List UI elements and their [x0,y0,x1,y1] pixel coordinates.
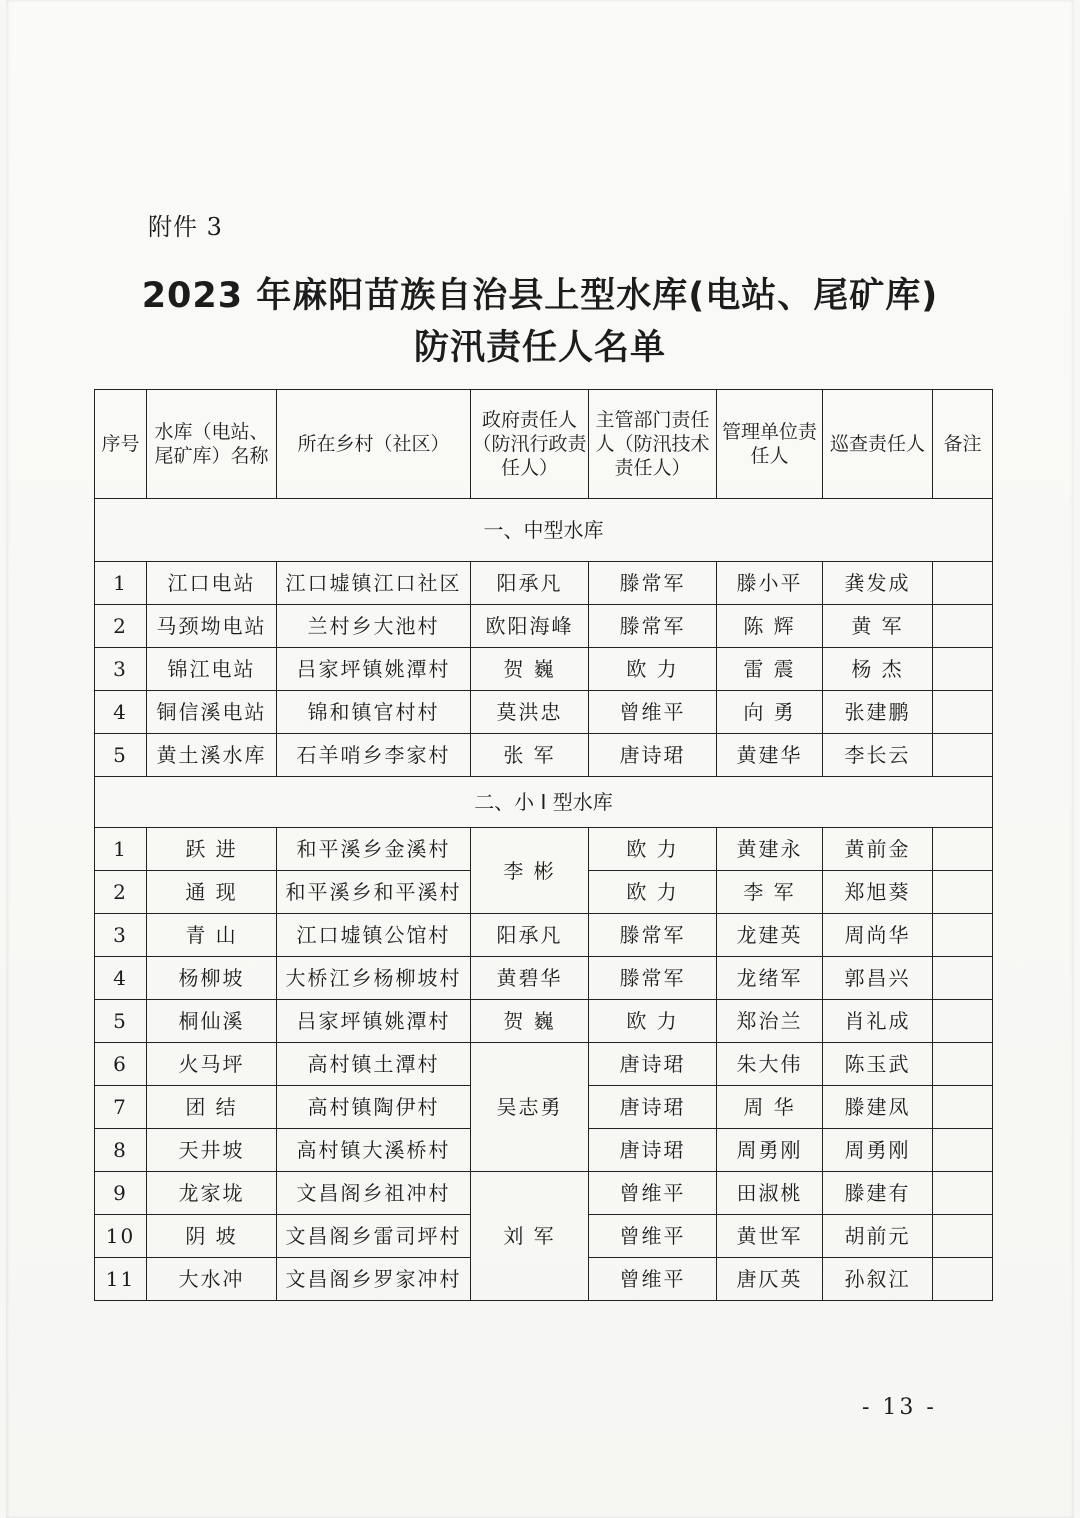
cell-reservoir-name: 通 现 [147,871,277,914]
table-row [95,1043,993,1086]
cell-government-responsible: 黄碧华 [471,957,589,1000]
cell-patrol: 滕建凤 [823,1086,933,1129]
cell-department-responsible: 曾维平 [589,1258,717,1301]
cell-patrol: 周勇刚 [823,1129,933,1172]
table-row [95,734,993,777]
header-department-responsible: 主管部门责任人（防汛技术责任人） [589,390,717,499]
cell-patrol: 黄前金 [823,828,933,871]
table-row [95,828,993,871]
table-row [95,605,993,648]
cell-department-responsible: 曾维平 [589,1215,717,1258]
cell-location: 文昌阁乡罗家冲村 [277,1258,471,1301]
cell-government-responsible: 贺 巍 [471,1000,589,1043]
cell-no: 3 [95,914,147,957]
cell-location: 吕家坪镇姚潭村 [277,648,471,691]
responsibility-table [94,389,993,1301]
cell-remark [933,1000,993,1043]
cell-no: 1 [95,828,147,871]
cell-reservoir-name: 龙家垅 [147,1172,277,1215]
cell-management-unit: 向 勇 [717,691,823,734]
cell-patrol: 李长云 [823,734,933,777]
cell-no: 2 [95,605,147,648]
table-row [95,1172,993,1215]
cell-no: 5 [95,734,147,777]
cell-reservoir-name: 大水冲 [147,1258,277,1301]
cell-remark [933,1129,993,1172]
cell-no: 4 [95,691,147,734]
cell-remark [933,1086,993,1129]
cell-patrol: 郑旭葵 [823,871,933,914]
cell-no: 11 [95,1258,147,1301]
cell-no: 9 [95,1172,147,1215]
cell-remark [933,562,993,605]
cell-location: 文昌阁乡祖冲村 [277,1172,471,1215]
cell-government-responsible: 莫洪忠 [471,691,589,734]
table-row [95,957,993,1000]
cell-location: 高村镇陶伊村 [277,1086,471,1129]
cell-management-unit: 滕小平 [717,562,823,605]
cell-department-responsible: 唐诗珺 [589,1043,717,1086]
cell-reservoir-name: 杨柳坡 [147,957,277,1000]
cell-remark [933,871,993,914]
cell-patrol: 黄 军 [823,605,933,648]
cell-patrol: 肖礼成 [823,1000,933,1043]
header-remark: 备注 [933,390,993,499]
cell-no: 4 [95,957,147,1000]
cell-reservoir-name: 团 结 [147,1086,277,1129]
cell-department-responsible: 滕常军 [589,914,717,957]
cell-reservoir-name: 天井坡 [147,1129,277,1172]
cell-government-responsible: 吴志勇 [471,1043,589,1172]
cell-no: 5 [95,1000,147,1043]
cell-management-unit: 周 华 [717,1086,823,1129]
section-row [95,777,993,828]
cell-no: 10 [95,1215,147,1258]
cell-remark [933,828,993,871]
cell-government-responsible: 阳承凡 [471,562,589,605]
table-body [95,499,993,1301]
cell-government-responsible: 欧阳海峰 [471,605,589,648]
cell-remark [933,734,993,777]
cell-remark [933,691,993,734]
cell-department-responsible: 滕常军 [589,562,717,605]
cell-management-unit: 龙建英 [717,914,823,957]
cell-location: 大桥江乡杨柳坡村 [277,957,471,1000]
table-row [95,562,993,605]
cell-remark [933,648,993,691]
attachment-label: 附件 3 [148,213,223,241]
cell-location: 兰村乡大池村 [277,605,471,648]
cell-management-unit: 雷 震 [717,648,823,691]
cell-location: 和平溪乡和平溪村 [277,871,471,914]
cell-management-unit: 唐仄英 [717,1258,823,1301]
table-row [95,648,993,691]
cell-no: 6 [95,1043,147,1086]
cell-management-unit: 田淑桃 [717,1172,823,1215]
cell-location: 和平溪乡金溪村 [277,828,471,871]
cell-department-responsible: 欧 力 [589,648,717,691]
cell-department-responsible: 欧 力 [589,871,717,914]
section-row [95,499,993,562]
cell-remark [933,957,993,1000]
cell-department-responsible: 欧 力 [589,828,717,871]
cell-location: 高村镇大溪桥村 [277,1129,471,1172]
cell-department-responsible: 滕常军 [589,605,717,648]
cell-management-unit: 龙绪军 [717,957,823,1000]
cell-reservoir-name: 马颈坳电站 [147,605,277,648]
cell-patrol: 陈玉武 [823,1043,933,1086]
cell-no: 1 [95,562,147,605]
cell-location: 石羊哨乡李家村 [277,734,471,777]
header-no: 序号 [95,390,147,499]
cell-no: 3 [95,648,147,691]
cell-location: 吕家坪镇姚潭村 [277,1000,471,1043]
cell-reservoir-name: 锦江电站 [147,648,277,691]
header-location: 所在乡村（社区） [277,390,471,499]
section-title: 一、中型水库 [95,499,993,562]
header-patrol: 巡查责任人 [823,390,933,499]
cell-remark [933,605,993,648]
cell-management-unit: 黄建永 [717,828,823,871]
cell-management-unit: 黄建华 [717,734,823,777]
cell-department-responsible: 唐诗珺 [589,1086,717,1129]
header-reservoir-name: 水库（电站、尾矿库）名称 [147,390,277,499]
cell-department-responsible: 滕常军 [589,957,717,1000]
cell-remark [933,1258,993,1301]
cell-government-responsible: 阳承凡 [471,914,589,957]
cell-reservoir-name: 青 山 [147,914,277,957]
cell-patrol: 周尚华 [823,914,933,957]
cell-reservoir-name: 跃 进 [147,828,277,871]
cell-remark [933,1043,993,1086]
page-number: - 13 - [862,1395,937,1420]
cell-location: 江口墟镇江口社区 [277,562,471,605]
cell-government-responsible: 刘 军 [471,1172,589,1301]
cell-department-responsible: 欧 力 [589,1000,717,1043]
header-management-unit: 管理单位责任人 [717,390,823,499]
table-row [95,691,993,734]
cell-patrol: 张建鹏 [823,691,933,734]
table-row [95,1000,993,1043]
cell-location: 高村镇土潭村 [277,1043,471,1086]
cell-no: 7 [95,1086,147,1129]
cell-patrol: 滕建有 [823,1172,933,1215]
cell-management-unit: 郑治兰 [717,1000,823,1043]
cell-management-unit: 朱大伟 [717,1043,823,1086]
cell-patrol: 孙叙江 [823,1258,933,1301]
cell-reservoir-name: 火马坪 [147,1043,277,1086]
document-title-line-2: 防汛责任人名单 [413,328,666,368]
cell-patrol: 杨 杰 [823,648,933,691]
cell-government-responsible: 张 军 [471,734,589,777]
cell-department-responsible: 唐诗珺 [589,1129,717,1172]
cell-reservoir-name: 铜信溪电站 [147,691,277,734]
cell-patrol: 胡前元 [823,1215,933,1258]
cell-department-responsible: 曾维平 [589,1172,717,1215]
cell-no: 8 [95,1129,147,1172]
cell-reservoir-name: 江口电站 [147,562,277,605]
section-title: 二、小 I 型水库 [95,777,993,828]
cell-reservoir-name: 黄土溪水库 [147,734,277,777]
cell-remark [933,1172,993,1215]
cell-department-responsible: 曾维平 [589,691,717,734]
cell-government-responsible: 贺 巍 [471,648,589,691]
cell-management-unit: 黄世军 [717,1215,823,1258]
cell-remark [933,914,993,957]
cell-location: 文昌阁乡雷司坪村 [277,1215,471,1258]
cell-management-unit: 周勇刚 [717,1129,823,1172]
header-government-responsible: 政府责任人（防汛行政责任人） [471,390,589,499]
cell-reservoir-name: 桐仙溪 [147,1000,277,1043]
table-row [95,914,993,957]
cell-no: 2 [95,871,147,914]
table-header-row [95,390,993,499]
cell-location: 江口墟镇公馆村 [277,914,471,957]
cell-reservoir-name: 阴 坡 [147,1215,277,1258]
cell-remark [933,1215,993,1258]
document-title-line-1: 2023 年麻阳苗族自治县上型水库(电站、尾矿库) [141,276,939,316]
cell-department-responsible: 唐诗珺 [589,734,717,777]
cell-management-unit: 李 军 [717,871,823,914]
cell-government-responsible: 李 彬 [471,828,589,914]
cell-patrol: 郭昌兴 [823,957,933,1000]
cell-patrol: 龚发成 [823,562,933,605]
cell-location: 锦和镇官村村 [277,691,471,734]
cell-management-unit: 陈 辉 [717,605,823,648]
